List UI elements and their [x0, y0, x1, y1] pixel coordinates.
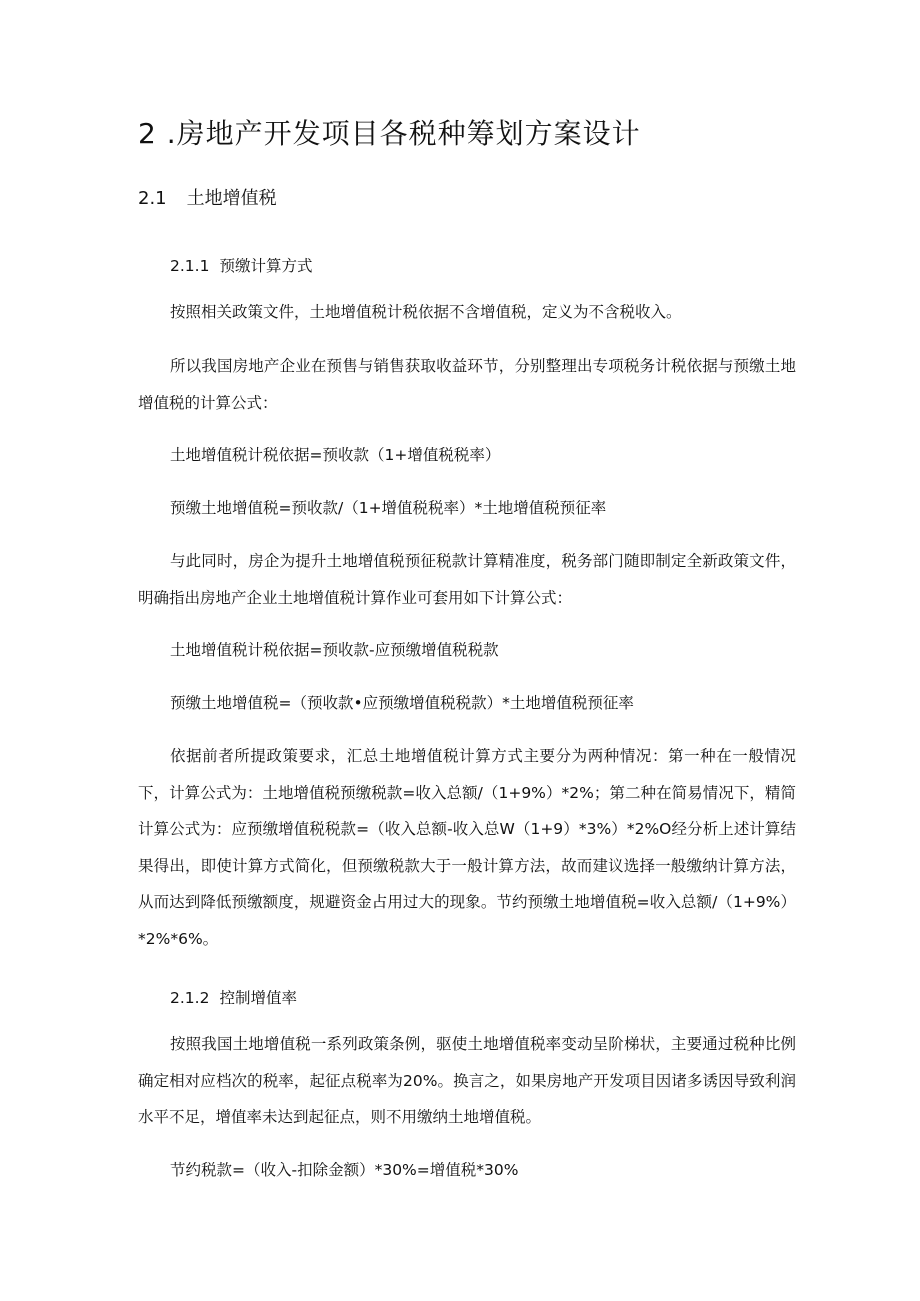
paragraph: 依据前者所提政策要求，汇总土地增值税计算方式主要分为两种情况：第一种在一般情况下，计算公式为：土地增值税预缴税款=收入总额/（1+9%）*2%；第二种在简易情况下，精简计算公式为：应预缴增值税税款=（收入总额-收入总W（1+9）*3%）*2%O经分析上述计算结果得出，即使计算方式简化，但预缴税款大于一般计算方法，故而建议选择一般缴纳计算方法，从而达到降低预缴额度，规避资金占用过大的现象。节约预缴土地增值税=收入总额/（1+9%）*2%*6%。 [138, 747, 796, 948]
section-number: 2.1 [138, 188, 167, 209]
formula: 节约税款=（收入-扣除金额）*30%=增值税*30% [170, 1161, 519, 1179]
section-title: 土地增值税 [186, 188, 277, 209]
paragraph: 按照相关政策文件，土地增值税计税依据不含增值税，定义为不含税收入。 [170, 303, 682, 321]
subsection-number: 2.1.2 [170, 989, 210, 1007]
subsection-heading [170, 986, 297, 1008]
subsection-title: 控制增值率 [219, 989, 297, 1007]
subsection-title: 预缴计算方式 [219, 257, 313, 275]
paragraph: 按照我国土地增值税一系列政策条例，驱使土地增值税率变动呈阶梯状，主要通过税种比例确定相对应档次的税率，起征点税率为20%。换言之，如果房地产开发项目因诸多诱因导致利润水平不足，增值率未达到起征点，则不用缴纳土地增值税。 [138, 1035, 796, 1126]
formula: 土地增值税计税依据=预收款-应预缴增值税税款 [170, 641, 499, 659]
formula: 土地增值税计税依据=预收款（1+增值税税率） [170, 446, 501, 464]
formula: 预缴土地增值税=（预收款•应预缴增值税税款）*土地增值税预征率 [170, 694, 634, 712]
paragraph: 所以我国房地产企业在预售与销售获取收益环节，分别整理出专项税务计税依据与预缴土地增值税的计算公式： [138, 357, 796, 412]
chapter-title: 2 .房地产开发项目各税种筹划方案设计 [138, 117, 641, 150]
subsection-heading [170, 254, 312, 276]
paragraph: 与此同时，房企为提升土地增值税预征税款计算精准度，税务部门随即制定全新政策文件，明确指出房地产企业土地增值税计算作业可套用如下计算公式： [138, 552, 796, 607]
subsection-number: 2.1.1 [170, 257, 210, 275]
formula: 预缴土地增值税=预收款/（1+增值税税率）*土地增值税预征率 [170, 499, 607, 517]
section-heading [138, 184, 277, 210]
